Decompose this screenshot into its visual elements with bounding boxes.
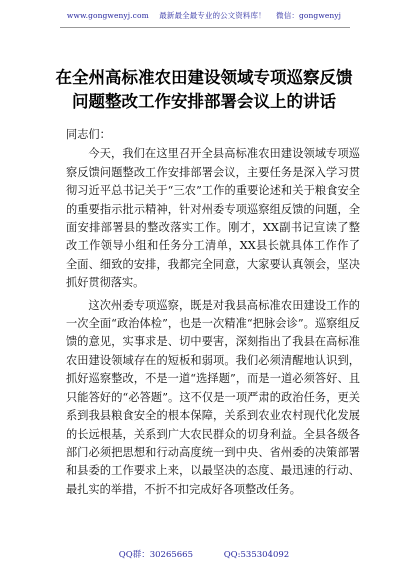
title-line-1: 在全州高标准农田建设领域专项巡察反馈 [55, 68, 353, 87]
wechat-id: 微信：gongwenyj [276, 11, 342, 20]
qq-group: QQ群：30265665 [118, 550, 193, 560]
document-body [66, 126, 360, 503]
site-slogan: 最新最全最专业的公文资料库！ [159, 11, 266, 20]
salutation: 同志们： [66, 128, 111, 141]
qq-number: QQ:535304092 [223, 550, 290, 560]
header-banner [0, 10, 408, 21]
title-line-2: 问题整改工作安排部署会议上的讲话 [72, 92, 336, 111]
header-divider [60, 27, 350, 28]
paragraph-1: 今天，我们在这里召开全县高标准农田建设领域专项巡察反馈问题整改工作安排部署会议，主要任务是深入学习贯彻习近平总书记关于“三农”工作的重要论述和关于粮食安全的重要指示批示精神，针对州委专项巡察组反馈的问题，全面安排部署县的整改落实工作。刚才，XX副书记宣读了整改工作领导小组和任务分工清单，XX县长就具体工作作了全面、细致的安排，我都完全同意，大家要认真领会，坚决抓好贯彻落实。 [66, 147, 360, 290]
site-url-link[interactable]: www.gongwenyj.com [66, 11, 149, 20]
document-title [0, 66, 408, 114]
footer-contact [0, 548, 408, 560]
paragraph-2: 这次州委专项巡察，既是对我县高标准农田建设工作的一次全面“政治体检”，也是一次精准“把脉会诊”。巡察组反馈的意见，实事求是、切中要害，深刻指出了我县在高标准农田建设领域存在的短板和弱项。我们必须清醒地认识到，抓好巡察整改，不是一道“选择题”，而是一道必须答好、且只能答好的“必答题”。这不仅是一项严肃的政治任务，更关系到我县粮食安全的根本保障，关系到农业农村现代化发展的长远根基，关系到广大农民群众的切身利益。全县各级各部门必须把思想和行动高度统一到中央、省州委的决策部署和县委的工作要求上来，以最坚决的态度、最迅速的行动、最扎实的举措，不折不扣完成好各项整改任务。 [66, 298, 360, 496]
